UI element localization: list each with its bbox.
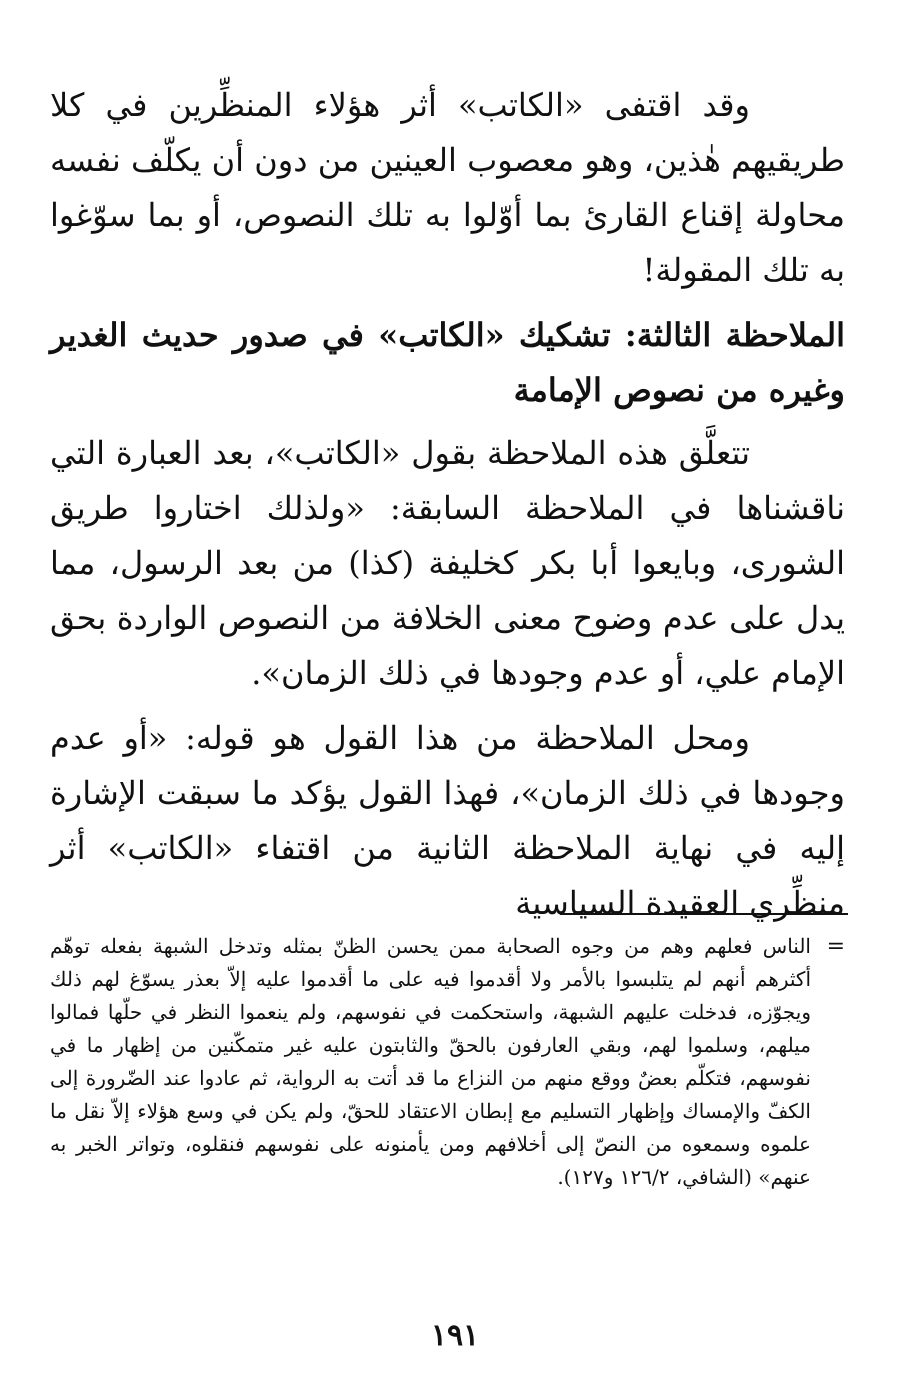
footnote-separator [560, 913, 848, 915]
main-text [50, 78, 845, 931]
footnote-continuation-marker: = [826, 934, 845, 959]
footnote [50, 930, 845, 1194]
paragraph-2: تتعلَّق هذه الملاحظة بقول «الكاتب»، بعد العبارة التي ناقشناها في الملاحظة السابقة: «ولذلك اختاروا طريق الشورى، وبايعوا أبا بكر كخليفة (كذا) من بعد الرسول، مما يدل على عدم وضوح معنى الخلافة من النصوص الواردة بحق الإمام علي، أو عدم وجودها في ذلك الزمان». [50, 434, 846, 692]
paragraph-3: ومحل الملاحظة من هذا القول هو قوله: «أو عدم وجودها في ذلك الزمان»، فهذا القول يؤكد ما سبقت الإشارة إليه في نهاية الملاحظة الثانية من اقتفاء «الكاتب» أثر منظِّري العقيدة السياسية [50, 719, 845, 922]
footnote-text: الناس فعلهم وهم من وجوه الصحابة ممن يحسن الظنّ بمثله وتدخل الشبهة بفعله توهّم أكثرهم أنهم لم يتلبسوا بالأمر ولا أقدموا فيه على ما أقدموا عليه إلاّ بعذر يسوّغ لهم ذلك ويجوّزه، فدخلت عليهم الشبهة، واستحكمت في نفوسهم، ولم ينعموا النظر في حلّها فمالوا ميلهم، وسلموا لهم، وبقي العارفون بالحقّ والثابتون عليه غير متمكّنين من إظهار ما في نفوسهم، فتكلّم بعضٌ ووقع منهم من النزاع ما قد أتت به الرواية، ثم عادوا عند الضّرورة إلى الكفّ والإمساك وإظهار التسليم مع إبطان الاعتقاد للحقّ، ولم يكن في وسع هؤلاء إلاّ نقل ما علموه وسمعوه من النصّ إلى أخلافهم ومن يأمنونه على نفوسهم فنقلوه، وتواتر الخبر به عنهم» (الشافي، ١٢٦/٢ و١٢٧). [50, 934, 811, 1189]
section-heading: الملاحظة الثالثة: تشكيك «الكاتب» في صدور حديث الغدير وغيره من نصوص الإمامة [50, 316, 845, 409]
page-number: ١٩١ [430, 1318, 480, 1353]
paragraph-1: وقد اقتفى «الكاتب» أثر هؤلاء المنظِّرين في كلا طريقيهم هٰذين، وهو معصوب العينين من دون أن يكلّف نفسه محاولة إقناع القارئ بما أوّلوا به تلك النصوص، أو بما سوّغوا به تلك المقولة! [50, 86, 845, 289]
